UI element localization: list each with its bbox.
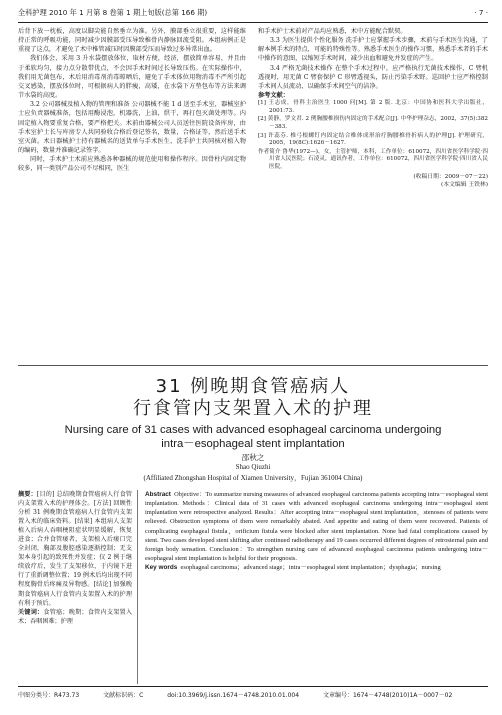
header-rule xyxy=(18,22,488,23)
abstract-cn-label: 摘要： xyxy=(18,491,37,498)
abstract-divider xyxy=(137,490,138,684)
abstract-cn xyxy=(18,490,132,626)
keywords-en-label: Key words xyxy=(145,564,178,572)
reference-list xyxy=(258,100,488,171)
reference-item: [3] 许蕊芬. 椎弓根螺钉内固定结合椎体成形治疗胸腰椎骨折病人的护理[J]. 护理研究，2005，19(8C):1626－1627. xyxy=(258,132,488,147)
paragraph: 同时，手术护士术前应熟悉各种器械的规范使用和操作程序。因骨柱内固定物较多，同一类别产品公司不尽相同，医生 xyxy=(18,156,246,173)
footer-rule xyxy=(18,686,488,687)
editor-note: (本文编辑 王铁林) xyxy=(441,181,488,188)
keywords-cn: 食管癌；晚期；食管内支架置入术；吞咽困难；护理 xyxy=(18,608,133,625)
reference-item: [2] 黄静，罗文君. 2 例胸腰椎损伤内固定的手术配合[J]. 中华护理杂志，2002，37(5):382－383. xyxy=(258,116,488,131)
title-cn-line1: 31 例晚期食管癌病人 xyxy=(155,376,351,397)
author-note: 作者简介 鲁华(1972—)，女，主管护师，本科，工作单位：610072，四川省医学科学院·四川省人民医院；石凌灵，通讯作者，工作单位：610072，四川省医学科学院·四川省人民医院。 xyxy=(258,148,488,170)
author-cn: 邵秋之 xyxy=(241,453,265,462)
article-number: 文章编号：1674－4748(2010)1A－0007－02 xyxy=(322,692,453,699)
keywords-en: esophageal carcinoma；advanced stage；intra－esophageal stent implantation；dysphagia；nursing xyxy=(180,564,441,572)
title-en-line1: Nursing care of 31 cases with advanced esophageal carcinoma undergoing xyxy=(64,424,442,436)
running-header xyxy=(18,8,488,21)
title-cn-line2: 行食管内支架置入术的护理 xyxy=(133,398,373,419)
doi: doi:10.3969/j.issn.1674－4748.2010.01.004 xyxy=(167,692,300,699)
references-heading: 参考文献： xyxy=(258,92,289,100)
abstract-en-text: Objective：To summarize nursing measures of advanced esophageal carcinoma patients accepting intra－esophageal stent implantation. Methods：Clinical data of 31 cases with advanced esophageal carcinoma undergoing intra－esophageal stent implantation were retrospective analyzed. Results：After accepting intra－esophageal stent implantation，stenoses of patients were relieved. Obstruction symptoms of them were remarkably abated. And appetite and eating of them were recovered. Patients of complicating esophageal fistula，orificium fistula were blocked after stent implantation. None had fatal complications caused by stent. Two cases developed stent shifting after continued radiotherapy and 19 cases occurred different degrees of retrosternal pain and foreign body sensation. Conclusion：To strengthen nursing care of advanced esophageal carcinoma patients undergoing intra－esophageal stent implantation is helpful for their prognosis. xyxy=(145,491,488,563)
keywords-cn-label: 关键词： xyxy=(18,608,44,616)
left-column xyxy=(18,27,246,174)
footer xyxy=(18,690,488,699)
abstract-en xyxy=(145,490,488,572)
page-number: · 7 · xyxy=(474,8,488,17)
paragraph: 后背下放一枕板，高度以脚尖能自然垂立为准。另外，膜部垂立很重要，这样能维持正常的呼吸功能，同时减少因膜部受压导致椎骨内静脉回流受阻。本组病例正是重视了这点，才避免了术中椎管减压时因膜部受压而导致过多异常出血。 xyxy=(18,28,246,54)
paragraph: 我们体会，采用 3 升水袋摆放体位，取材方便，经济，摆放简单容易，并且由于柔软均匀，接力点分散带优点，不会因手术时间过长导致压伤。在实际操作中，我们用无菌包布，术后用消毒剂消毒晾晒后，避免了手术体位用物消毒不严所引起交叉感染，摆放体位时，可根据病人的胖瘦，高矮，在水袋下方垫包布等方法来调节水袋的高度。 xyxy=(18,55,246,100)
journal-info: 全科护理 2010 年 1 月第 8 卷第 1 期上旬版(总第 166 期) xyxy=(18,8,208,17)
paragraph: 3.2 公司器械及植入物的管理和准备 公司器械不能 1 d 送至手术室，器械室护士应负责器械准备，包括用酶浸泡，机器洗，上油，烘干，再打包灭菌处理等。内固定植入物要重复合格，要严格把关。术前由器械公司人员送往医院设备库房，由手术室护士长与库房专人共同验收合格后登记签名，数量，合格证等，然后送手术室灭菌。术日器械护士持有器械名的送货单与手术医生，洗手护士共同核对植入物的编码，数量并准确记录签字。 xyxy=(18,101,246,155)
paragraph: 和手术护士术前对产品均应熟悉，术中方能配合默契。 xyxy=(258,28,407,35)
right-column xyxy=(258,27,488,189)
reference-item: [1] 王志成，骨科主治医生 1000 问[M]. 第 2 版. 北京：中国协和医科大学出版社，2001:73. xyxy=(258,100,488,114)
clc-number: 中图分类号：R473.73 xyxy=(18,692,80,699)
title-en-line2: intra－esophageal stent implantation xyxy=(161,438,345,450)
paragraph: 3.3 为医生提供个性化服务 洗手护士应掌握手术步骤，术前与手术医生沟通，了解本例手术的特点，可能的特殊性等。熟悉手术医生的操作习惯，熟悉手术者的手术中操作的意图，以缩短手术时间，减少出血和避免并发症的产生。 xyxy=(258,37,488,63)
abstract-cn-text: [目的] 总结晚期食管癌病人行食管内支架置入术的护理体会。[方法] 回顾性分析 31 例晚期食管癌病人行食管内支架置入术的临床资料。[结果] 本组病人支架植入后病人吞咽梗阻症状明显缓解，恢复进食；合并食管瘘者，支架植入后瘘口完全封闭，胸部及腹腔感染逐渐控制；无支架本身引起的致死性并发症；仅 2 例于继续放疗后，发生了支架移位，于内镜下进行了重新调整位置；19 例术后均出现不同程度胸骨后疼痛及异物感。[结论] 加强晚期食管癌病人行食管内支架置入术的护理有利于预后。 xyxy=(18,491,132,607)
affiliation: (Affiliated Zhongshan Hospital of Xiamen University，Fujian 361004 China) xyxy=(143,474,363,482)
document-code: 文献标识码：C xyxy=(103,692,144,699)
section-divider xyxy=(18,365,488,366)
paragraph: 3.4 严格无菌技术操作 在整个手术过程中，应严格执行无菌技术操作，C 臂机透视时，用无菌 C 臂套保护 C 形臂透视头，防止污染手术野。巡回护士应严格控制手术间人员流动，以确保手术间空气的洁净。 xyxy=(258,64,488,90)
abstract-en-label: Abstract xyxy=(145,491,171,498)
received-date: (收稿日期：2009－07－22) xyxy=(413,173,488,180)
author-en: Shao Qiuzhi xyxy=(235,463,271,471)
